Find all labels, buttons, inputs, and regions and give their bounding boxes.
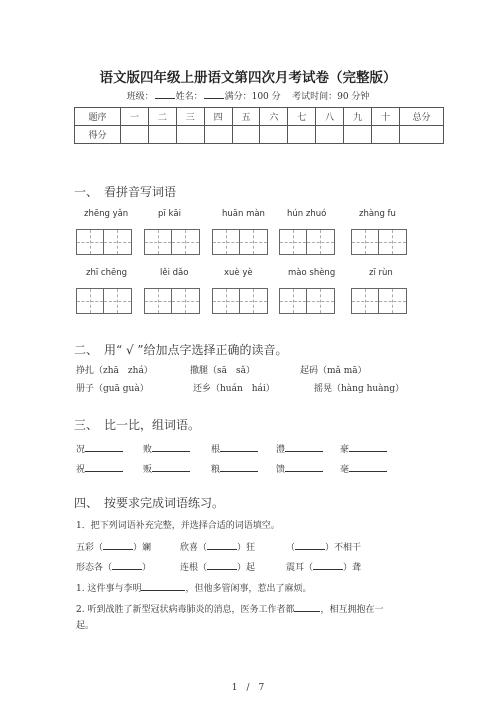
score-cell[interactable] — [121, 126, 149, 144]
score-cell[interactable] — [400, 126, 444, 144]
name-label: 姓名： — [175, 92, 203, 102]
idiom-fill[interactable] — [286, 539, 361, 553]
compare-char: 贩 — [143, 465, 153, 475]
pinyin-label: zhàng fu — [359, 209, 396, 219]
score-header-cell: 十 — [372, 108, 400, 126]
score-header-cell: 一 — [121, 108, 149, 126]
idiom-fill[interactable] — [286, 559, 361, 573]
score-cell[interactable] — [344, 126, 372, 144]
compare-char: 况 — [76, 445, 86, 455]
sentence-2-continued: 起。 — [76, 621, 95, 631]
writing-grid[interactable] — [144, 288, 200, 314]
sentence-text: ，但他多管闲事，惹出了麻烦。 — [185, 584, 312, 594]
reading-item[interactable]: 撒腿（sā sǎ） — [190, 366, 255, 376]
idiom-part: ）斓 — [133, 543, 152, 553]
idiom-part: ）狂 — [237, 543, 256, 553]
score-cell[interactable] — [260, 126, 288, 144]
writing-grid[interactable] — [144, 229, 200, 255]
pinyin-label: zhī chēng — [86, 268, 127, 278]
writing-grid[interactable] — [351, 229, 407, 255]
compare-item[interactable] — [340, 441, 387, 455]
compare-item[interactable] — [211, 461, 258, 475]
score-header-cell: 三 — [176, 108, 204, 126]
name-blank — [204, 89, 224, 99]
section4-heading: 四、 按要求完成词语练习。 — [74, 496, 225, 510]
writing-grid[interactable] — [279, 288, 335, 314]
class-label: 班级： — [126, 92, 154, 102]
idiom-fill[interactable] — [180, 559, 255, 573]
idiom-fill[interactable] — [180, 539, 255, 553]
writing-grid[interactable] — [279, 229, 335, 255]
score-header-cell: 六 — [260, 108, 288, 126]
section3-heading: 三、 比一比，组词语。 — [74, 418, 201, 432]
reading-item[interactable]: 起码（mǎ mā） — [300, 366, 367, 376]
exam-info — [0, 89, 496, 102]
writing-grid[interactable] — [76, 288, 132, 314]
score-cell[interactable] — [148, 126, 176, 144]
idiom-part: 形态各（ — [76, 563, 113, 573]
score-header-cell: 总分 — [400, 108, 444, 126]
score-cell[interactable] — [316, 126, 344, 144]
class-blank — [155, 89, 175, 99]
score-cell[interactable] — [204, 126, 232, 144]
reading-item[interactable]: 挣扎（zhā zhá） — [76, 366, 153, 376]
idiom-part: ）起 — [237, 563, 256, 573]
exam-time: 考试时间：90 分钟 — [292, 92, 370, 102]
compare-char: 粮 — [211, 465, 221, 475]
score-table — [74, 107, 444, 144]
compare-char: 澧 — [276, 445, 286, 455]
idiom-part: 震耳（ — [286, 563, 314, 573]
idiom-part: ）不相干 — [325, 543, 362, 553]
pinyin-label: pī kāi — [158, 209, 181, 219]
idiom-part: ） — [142, 563, 152, 573]
idiom-part: （ — [286, 543, 296, 553]
pinyin-label: huān màn — [222, 209, 265, 219]
compare-char: 豪 — [340, 445, 350, 455]
compare-char: 祝 — [76, 465, 86, 475]
score-header-cell: 八 — [316, 108, 344, 126]
score-header-cell: 题序 — [75, 108, 121, 126]
score-row-label: 得分 — [75, 126, 121, 144]
reading-item[interactable]: 册子（guā guà） — [76, 384, 149, 394]
compare-item[interactable] — [340, 461, 387, 475]
idiom-part: 欣喜（ — [180, 543, 208, 553]
score-header-cell: 四 — [204, 108, 232, 126]
compare-item[interactable] — [276, 461, 323, 475]
writing-grid[interactable] — [212, 288, 268, 314]
reading-item[interactable]: 摇晃（hàng huàng） — [314, 384, 405, 394]
score-header-cell: 九 — [344, 108, 372, 126]
compare-item[interactable] — [76, 441, 123, 455]
compare-item[interactable] — [143, 441, 190, 455]
compare-char: 败 — [143, 445, 153, 455]
compare-char: 馈 — [276, 465, 286, 475]
score-cell[interactable] — [372, 126, 400, 144]
sentence-text: ，相互拥抱在一 — [320, 605, 384, 615]
sentence-text: 1. 这件事与李明 — [76, 584, 142, 594]
idiom-fill[interactable] — [76, 559, 151, 573]
score-table-header-row — [75, 108, 444, 126]
idiom-part: 五彩（ — [76, 543, 104, 553]
pinyin-label: lěi dǎo — [160, 268, 189, 278]
full-score: 满分：100 分 — [224, 92, 281, 102]
compare-char: 根 — [211, 445, 221, 455]
section1-heading: 一、 看拼音写词语 — [74, 185, 177, 199]
idiom-fill[interactable] — [76, 539, 151, 553]
score-cell[interactable] — [232, 126, 260, 144]
compare-item[interactable] — [276, 441, 323, 455]
sentence-text: 2. 听到战胜了新型冠状病毒肺炎的消息，医务工作者都 — [76, 605, 295, 615]
score-header-cell: 七 — [288, 108, 316, 126]
pinyin-label: zī rùn — [369, 268, 393, 278]
idiom-part: 连根（ — [180, 563, 208, 573]
score-table-score-row — [75, 126, 444, 144]
score-header-cell: 二 — [148, 108, 176, 126]
pinyin-label: hún zhuó — [287, 209, 327, 219]
pinyin-label: mào shèng — [288, 268, 336, 278]
sentence-2[interactable] — [76, 601, 383, 615]
writing-grid[interactable] — [212, 229, 268, 255]
question-text: 1．把下列词语补充完整，并选择合适的词语填空。 — [76, 521, 280, 531]
idiom-part: ）聋 — [343, 563, 362, 573]
page-title: 语文版四年级上册语文第四次月考试卷（完整版） — [99, 70, 397, 86]
writing-grid[interactable] — [351, 288, 407, 314]
score-cell[interactable] — [288, 126, 316, 144]
section2-heading: 二、 用“ √ ”给加点字选择正确的读音。 — [74, 343, 288, 357]
compare-item[interactable] — [211, 441, 258, 455]
sentence-1[interactable] — [76, 580, 311, 594]
writing-grid[interactable] — [76, 229, 132, 255]
page-number: 1 / 7 — [231, 683, 265, 693]
pinyin-label: xuè yè — [224, 268, 253, 278]
compare-item[interactable] — [76, 461, 123, 475]
compare-char: 毫 — [340, 465, 350, 475]
score-header-cell: 五 — [232, 108, 260, 126]
pinyin-label: zhēng yǎn — [84, 209, 129, 219]
reading-item[interactable]: 还乡（huán hái） — [193, 384, 275, 394]
compare-item[interactable] — [143, 461, 190, 475]
score-cell[interactable] — [176, 126, 204, 144]
